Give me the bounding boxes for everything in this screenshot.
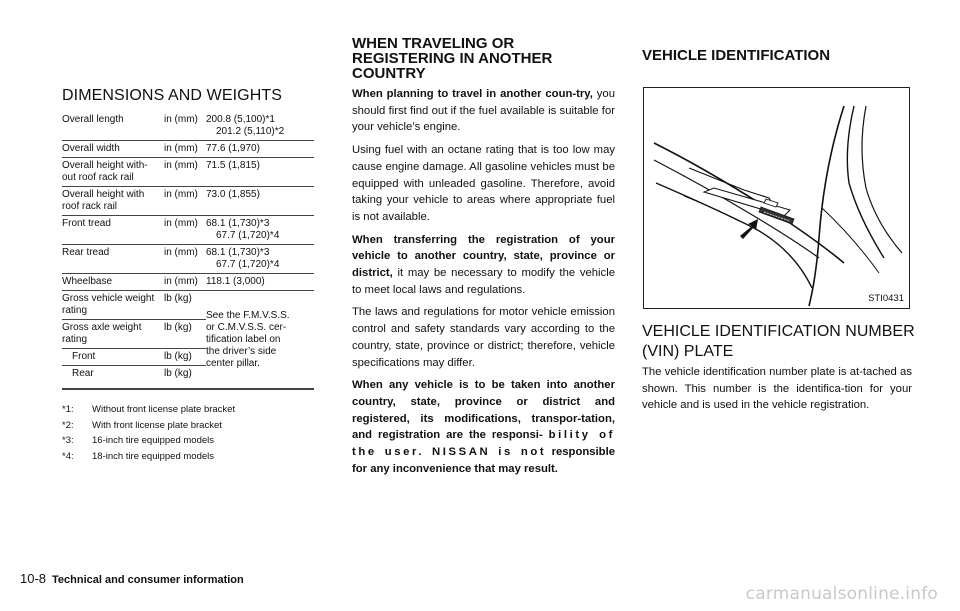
table-row (62, 141, 314, 158)
bold-text: responsible for any inconvenience that may result. (352, 446, 615, 475)
travel-heading (352, 36, 612, 81)
label-line: rating (62, 334, 88, 345)
row-label: Front (62, 349, 164, 366)
footnote (62, 402, 235, 418)
heading-line: COUNTRY (352, 65, 426, 82)
footnote-text: With front license plate bracket (92, 419, 222, 431)
row-unit: in (mm) (164, 112, 206, 141)
row-unit: in (mm) (164, 141, 206, 158)
row-label: Rear tread (62, 245, 164, 274)
label-line: Overall height with- (62, 160, 148, 171)
figure-label: STI0431 (868, 293, 904, 304)
row-unit: in (mm) (164, 216, 206, 245)
label-line: rating (62, 305, 88, 316)
row-value: 73.0 (1,855) (206, 187, 314, 216)
paragraph (352, 232, 615, 299)
value-line: 200.8 (5,100)*1 (206, 114, 275, 125)
bold-text: bility of the user. NISSAN is not (352, 429, 616, 459)
vin-plate-illustration (643, 87, 910, 309)
vehicle-identification-heading: VEHICLE IDENTIFICATION (642, 47, 831, 64)
watermark: carmanualsonline.info (745, 584, 938, 604)
row-value: 118.1 (3,000) (206, 274, 314, 291)
table-row (62, 158, 314, 187)
page-number: 10-8 (20, 571, 47, 586)
paragraph: Using fuel with an octane rating that is too low may cause engine damage. All gasoline vehicles must be equipped with unleaded gasoline. Therefore, avoid taking your vehicle to areas where appropriate fuel is not available. (352, 144, 615, 223)
row-unit: lb (kg) (164, 291, 206, 320)
paragraph (352, 377, 615, 477)
footnote-key: *2: (62, 419, 74, 431)
table-row (62, 291, 314, 320)
table-bottom-rule (62, 388, 314, 390)
note-line: or C.M.V.S.S. cer- (206, 321, 287, 333)
table-row (62, 216, 314, 245)
row-label: Overall length (62, 112, 164, 141)
row-value (206, 112, 314, 141)
paragraph-text: you should first find out if the fuel available is suitable for your vehicle’s engine. (352, 88, 615, 134)
paragraph-text: it may be necessary to modify the vehicle to meet local laws and regulations. (352, 267, 615, 296)
note-line: See the F.M.V.S.S. (206, 309, 290, 321)
bold-text: When any vehicle is to be taken into another country, state, province or district and registered, its modifications, transpor-tation, and registration are the responsi- (352, 379, 615, 442)
footnote (62, 433, 235, 449)
footnote-text: Without front license plate bracket (92, 404, 236, 415)
value-line: 68.1 (1,730)*3 (206, 247, 270, 258)
row-unit: lb (kg) (164, 368, 192, 379)
row-label: Rear (72, 368, 94, 379)
dimensions-table (62, 112, 314, 382)
row-value (206, 245, 314, 274)
dimensions-heading: DIMENSIONS AND WEIGHTS (62, 87, 282, 104)
note-line: the driver’s side (206, 345, 277, 357)
row-label: Front tread (62, 216, 164, 245)
weight-note (206, 291, 314, 383)
paragraph (352, 86, 615, 136)
label-line: Gross axle weight (62, 322, 142, 333)
footnote-key: *1: (62, 404, 74, 415)
table-row (62, 245, 314, 274)
row-unit: in (mm) (164, 187, 206, 216)
row-label (62, 320, 164, 349)
value-line: 68.1 (1,730)*3 (206, 218, 270, 229)
row-unit: in (mm) (164, 158, 206, 187)
table-row (62, 274, 314, 291)
row-label (62, 187, 164, 216)
value-line: 201.2 (5,110)*2 (216, 126, 285, 137)
row-unit: in (mm) (164, 274, 206, 291)
page-footer (20, 571, 244, 586)
row-unit: in (mm) (164, 245, 206, 274)
row-label (62, 291, 164, 320)
value-line: 67.7 (1,720)*4 (216, 259, 280, 270)
travel-body (352, 86, 615, 483)
label-line: roof rack rail (62, 201, 118, 212)
footnote-key: *3: (62, 435, 74, 446)
label-line: Overall height with (62, 189, 145, 200)
row-value: 71.5 (1,815) (206, 158, 314, 187)
row-value (206, 216, 314, 245)
value-line: 67.7 (1,720)*4 (216, 230, 280, 241)
section-title: Technical and consumer information (52, 574, 244, 586)
note-line: center pillar. (206, 357, 260, 369)
footnote-text: 18-inch tire equipped models (92, 450, 214, 462)
row-label: Wheelbase (62, 274, 164, 291)
row-unit: lb (kg) (164, 320, 206, 349)
heading-line: WHEN TRAVELING OR (352, 35, 515, 52)
vin-plate-body: The vehicle identification number plate is at-tached as shown. This number is the identifica-tion for your vehicle and is used in the vehicle registration. (642, 366, 912, 412)
paragraph: The laws and regulations for motor vehicle emission control and safety standards vary according to the country, state, province or district; therefore, vehicle specifications may differ. (352, 306, 615, 369)
table-row (62, 187, 314, 216)
row-label: Overall width (62, 141, 164, 158)
label-line: Gross vehicle weight (62, 293, 155, 304)
note-line: tification label on (206, 333, 281, 345)
row-label (62, 158, 164, 187)
row-value: 77.6 (1,970) (206, 141, 314, 158)
heading-line: REGISTERING IN ANOTHER (352, 50, 553, 67)
footnote-key: *4: (62, 450, 74, 462)
bold-lead: When transferring the registration of your vehicle to another country, state, province or district, (352, 233, 615, 280)
label-line: out roof rack rail (62, 172, 134, 183)
footnote (62, 449, 235, 465)
footnote-text: 16-inch tire equipped models (92, 435, 214, 446)
vin-plate-heading: VEHICLE IDENTIFICATION NUMBER (VIN) PLATE (642, 323, 915, 360)
footnotes (62, 402, 235, 464)
bold-lead: When planning to travel in another coun-try, (352, 88, 593, 100)
table-row (62, 112, 314, 141)
row-unit: lb (kg) (164, 349, 206, 366)
footnote (62, 418, 235, 434)
dashboard-drawing (644, 88, 909, 308)
